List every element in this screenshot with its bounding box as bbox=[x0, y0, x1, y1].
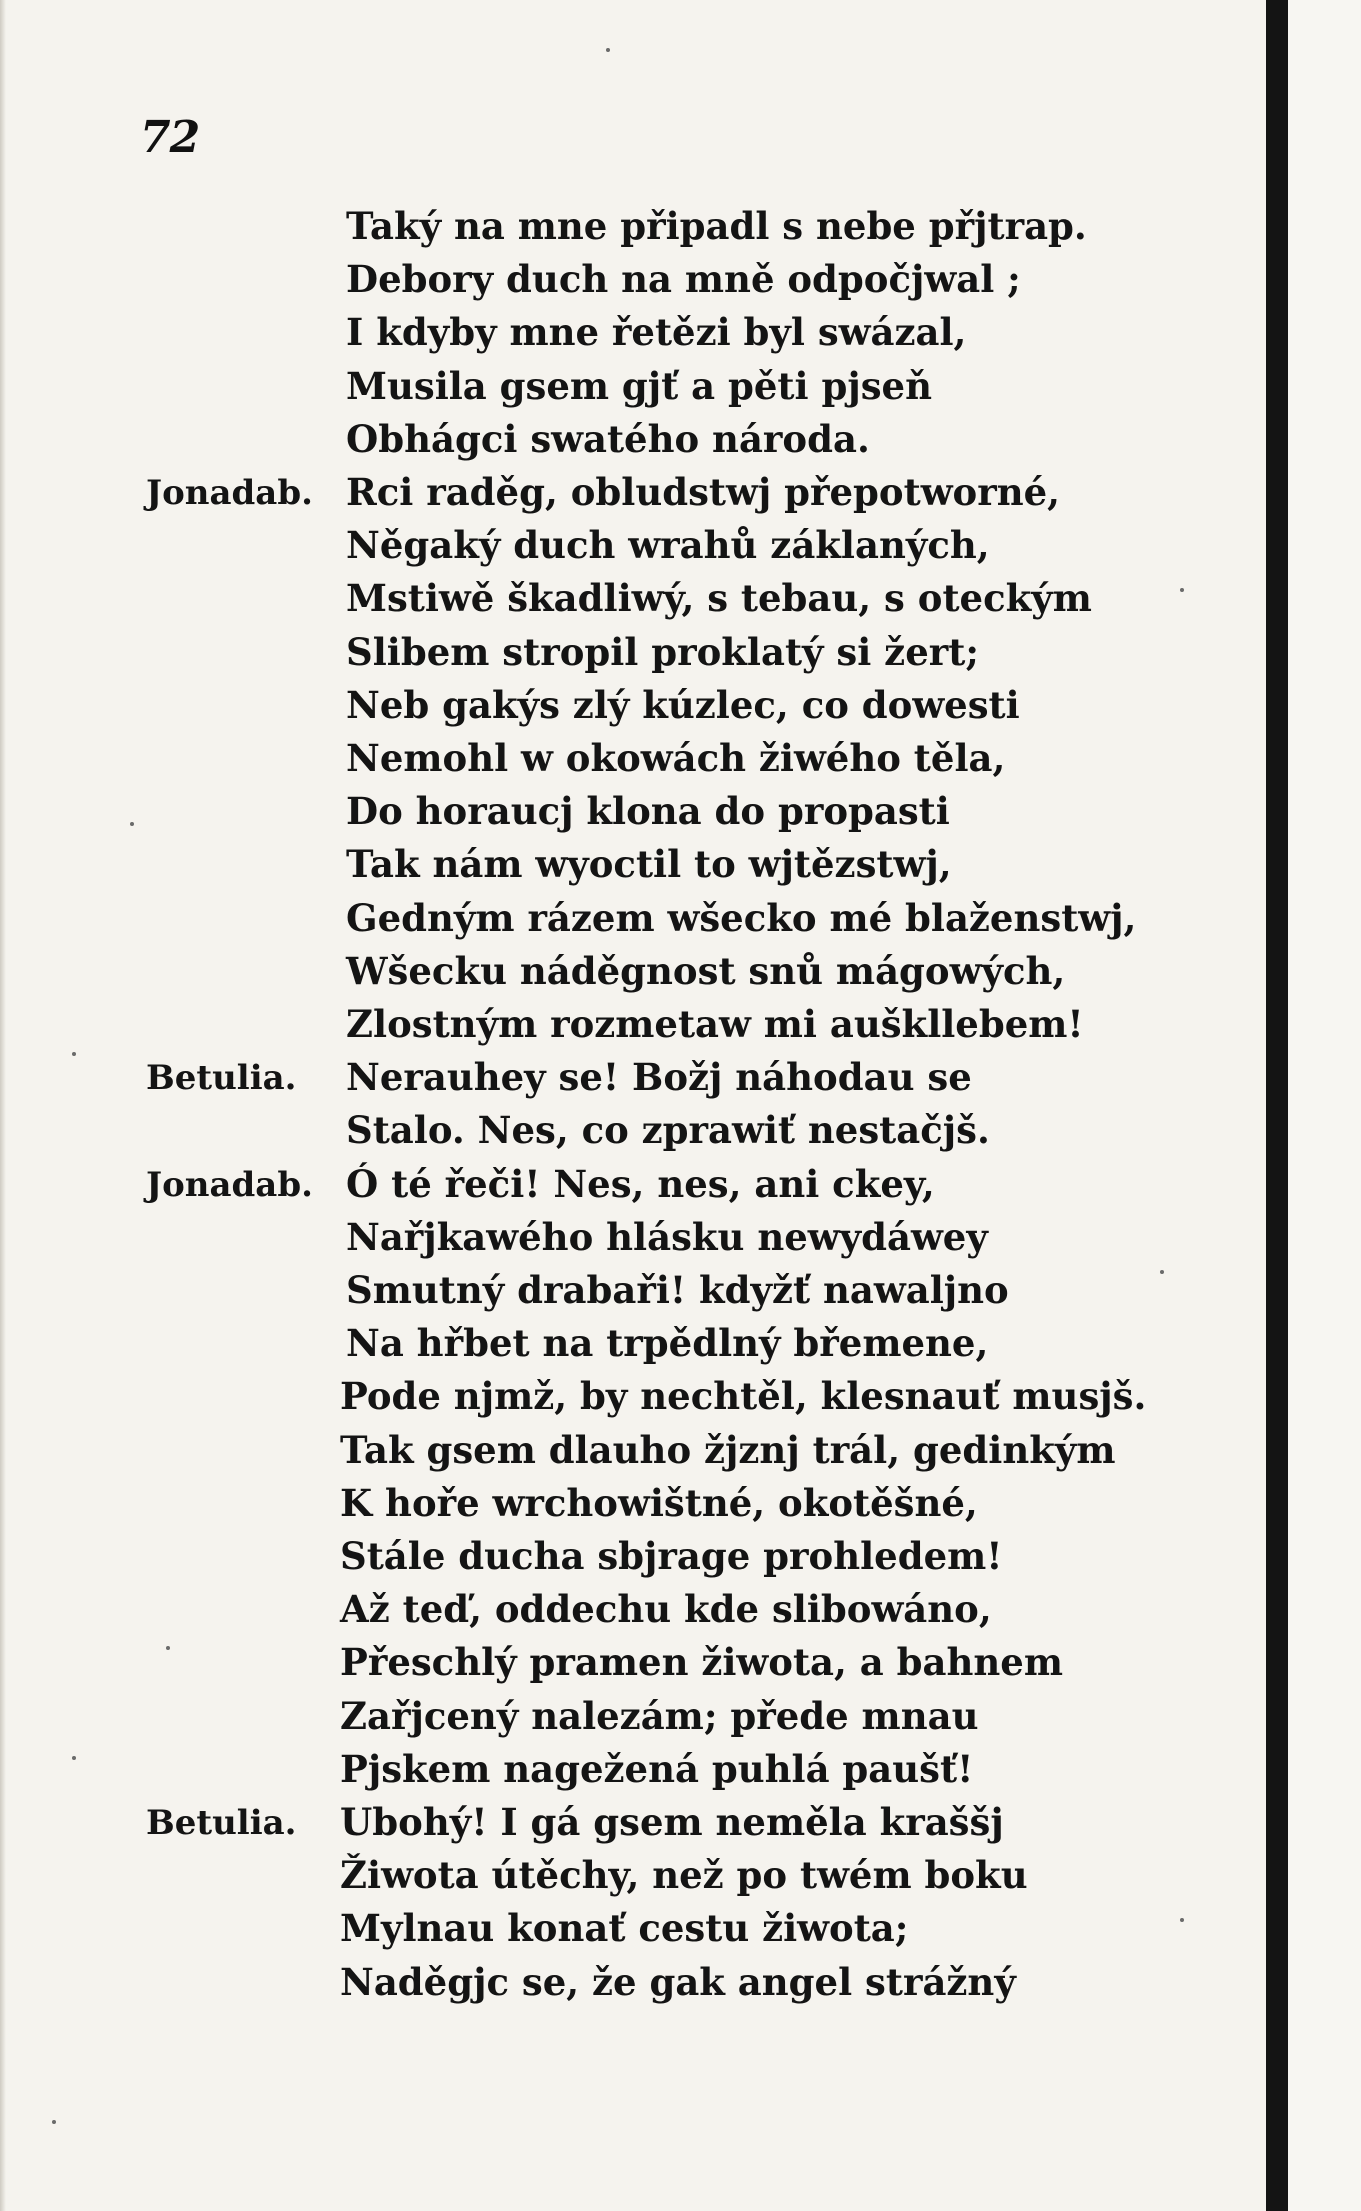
verse-line: Do horaucj klona do propasti bbox=[346, 789, 950, 834]
verse-line: Obhágci swatého národa. bbox=[346, 416, 870, 461]
verse-line: Nařjkawého hlásku newydáwey bbox=[346, 1214, 988, 1259]
adjacent-page-edge bbox=[1288, 0, 1361, 2211]
paper-speck bbox=[606, 48, 610, 52]
verse-line: Zlostným rozmetaw mi auškllebem! bbox=[346, 1002, 1084, 1046]
verse-line: Něgaký duch wrahů záklaných, bbox=[346, 523, 990, 568]
speaker-label: Betulia. bbox=[146, 1803, 297, 1843]
paper-speck bbox=[1180, 1918, 1184, 1922]
verse-line: Tak nám wyoctil to wjtězstwj, bbox=[346, 842, 952, 887]
paper-speck bbox=[130, 822, 134, 826]
paper-speck bbox=[1160, 1270, 1164, 1274]
verse-line: Žiwota útěchy, než po twém boku bbox=[340, 1853, 1028, 1898]
verse-line: Pode njmž, by nechtěl, klesnauť musjš. bbox=[340, 1374, 1147, 1419]
paper-speck bbox=[72, 1052, 76, 1056]
verse-line: Pjskem nagežená puhlá paušť! bbox=[340, 1746, 974, 1791]
verse-line: Mstiwě škadliwý, s tebau, s oteckým bbox=[346, 576, 1092, 621]
verse-line: Gedným rázem wšecko mé blaženstwj, bbox=[346, 895, 1137, 940]
verse-line: Slibem stropil proklatý si žert; bbox=[346, 629, 979, 674]
verse-line: I kdyby mne řetězi byl swázal, bbox=[346, 310, 967, 355]
speaker-label: Jonadab. bbox=[146, 1164, 313, 1205]
verse-line: Na hřbet na trpědlný břemene, bbox=[346, 1321, 989, 1366]
verse-line: Naděgjc se, že gak angel strážný bbox=[340, 1959, 1016, 2004]
paper-speck bbox=[1180, 588, 1184, 592]
page-number: 72 bbox=[140, 112, 200, 163]
verse-line: Debory duch na mně odpočjwal ; bbox=[346, 257, 1021, 302]
verse-line: Nemohl w okowách žiwého těla, bbox=[346, 736, 1006, 780]
paper-speck bbox=[166, 1646, 170, 1650]
verse-line: Nerauhey se! Božj náhodau se bbox=[346, 1055, 972, 1100]
verse-line: Neb gakýs zlý kúzlec, co dowesti bbox=[346, 682, 1020, 727]
verse-line: Zařjcený nalezám; přede mnau bbox=[340, 1693, 979, 1738]
speaker-label: Betulia. bbox=[146, 1058, 297, 1099]
page-edge bbox=[0, 0, 6, 2211]
verse-line: Rci raděg, obludstwj přepotworné, bbox=[346, 470, 1061, 514]
verse-line: Taký na mne připadl s nebe přjtrap. bbox=[346, 204, 1087, 248]
verse-line: Až teď, oddechu kde slibowáno, bbox=[340, 1587, 992, 1632]
verse-line: Wšecku náděgnost snů mágowých, bbox=[346, 948, 1066, 993]
verse-line: Ó té řeči! Nes, nes, ani ckey, bbox=[346, 1161, 935, 1206]
verse-line: Smutný drabaři! kdyžť nawaljno bbox=[346, 1268, 1009, 1312]
verse-line: Musila gsem gjť a pěti pjseň bbox=[346, 363, 932, 408]
speaker-label: Jonadab. bbox=[146, 473, 313, 513]
verse-line: Přeschlý pramen žiwota, a bahnem bbox=[340, 1640, 1063, 1685]
verse-line: Ubohý! I gá gsem neměla kraššj bbox=[340, 1800, 1004, 1844]
verse-line: Stále ducha sbjrage prohledem! bbox=[340, 1534, 1003, 1578]
verse-line: K hoře wrchowištné, okotěšné, bbox=[340, 1480, 978, 1525]
paper-speck bbox=[72, 1756, 76, 1760]
verse-line: Tak gsem dlauho žjznj trál, gedinkým bbox=[340, 1427, 1116, 1472]
verse-line: Mylnau konať cestu žiwota; bbox=[340, 1906, 909, 1951]
paper-speck bbox=[52, 2120, 56, 2124]
verse-line: Stalo. Nes, co zprawiť nestačjš. bbox=[346, 1108, 990, 1153]
